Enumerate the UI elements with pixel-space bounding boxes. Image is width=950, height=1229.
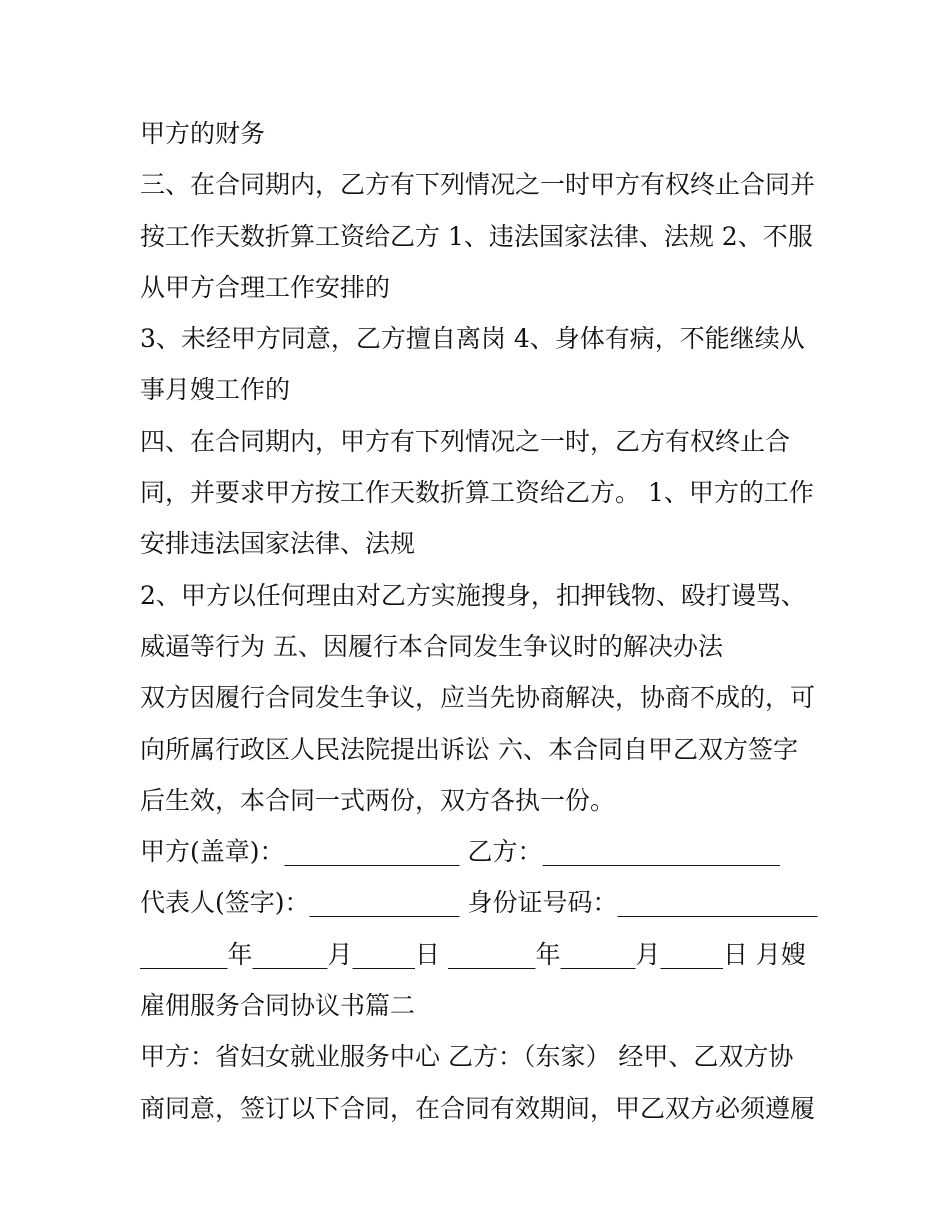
text-line: 事月嫂工作的 xyxy=(140,375,291,405)
signature-line-representative-id: 代表人(签字)：____________ 身份证号码：________________ xyxy=(140,888,818,918)
text-line: 从甲方合理工作安排的 xyxy=(140,272,391,302)
section-title: 雇佣服务合同协议书篇二 xyxy=(140,991,416,1021)
contract-text xyxy=(140,108,820,1134)
text-line: 双方因履行合同发生争议，应当先协商解决，协商不成的，可 xyxy=(140,683,816,713)
text-line: 甲方：省妇女就业服务中心 乙方：（东家） 经甲、乙双方协 xyxy=(140,1042,794,1072)
text-line: 按工作天数折算工资给乙方 1、违法国家法律、法规 2、不服 xyxy=(140,221,813,251)
text-line: 3、未经甲方同意，乙方擅自离岗 4、身体有病，不能继续从 xyxy=(140,324,805,354)
text-line: 商同意，签订以下合同，在合同有效期间，甲乙双方必须遵履 xyxy=(140,1093,816,1123)
date-line: _______年______月_____日 _______年______月_____日 月嫂 xyxy=(140,939,806,969)
text-line: 向所属行政区人民法院提出诉讼 六、本合同自甲乙双方签字 xyxy=(140,734,798,764)
signature-line-party-a-b: 甲方(盖章)：______________ 乙方：___________________ xyxy=(140,837,780,867)
text-line: 甲方的财务 xyxy=(140,119,266,148)
text-line: 后生效，本合同一式两份，双方各执一份。 xyxy=(140,785,616,815)
text-line: 安排违法国家法律、法规 xyxy=(140,529,416,559)
text-line: 同，并要求甲方按工作天数折算工资给乙方。 1、甲方的工作 xyxy=(140,478,814,508)
text-line: 四、在合同期内，甲方有下列情况之一时，乙方有权终止合 xyxy=(140,426,791,456)
text-line: 2、甲方以任何理由对乙方实施搜身，扣押钱物、殴打谩骂、 xyxy=(140,580,806,610)
text-line: 三、在合同期内，乙方有下列情况之一时甲方有权终止合同并 xyxy=(140,170,816,200)
text-line: 威逼等行为 五、因履行本合同发生争议时的解决办法 xyxy=(140,631,723,661)
